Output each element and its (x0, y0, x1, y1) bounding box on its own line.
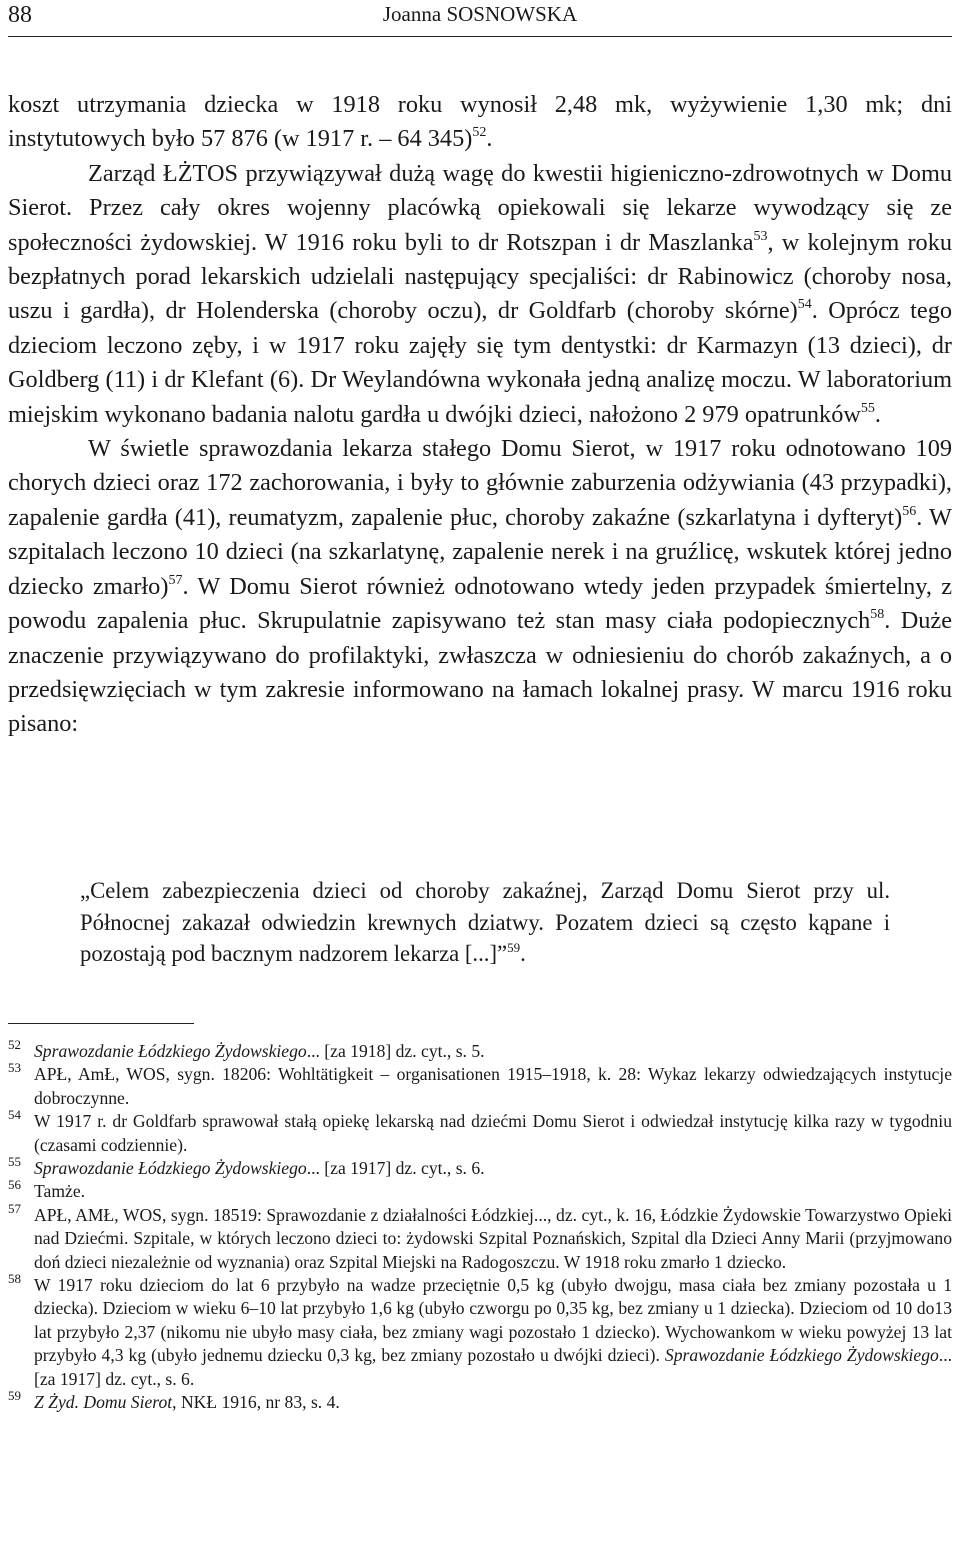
text-run: . Duże znaczenie przywiązywano do profilaktyki, zwłaszcza w odniesieniu do chorób zakaźnych, a o przedsięwzięciach w tym zakresie informowano na łamach lokalnej prasy. W marcu 1916 roku pisano: (8, 607, 952, 738)
text-run: Sprawozdanie Łódzkiego Żydowskiego (34, 1158, 307, 1179)
footnote-text (34, 1392, 340, 1412)
footnote-number: 56 (8, 1177, 21, 1193)
paragraph (8, 432, 952, 742)
text-run: koszt utrzymania dziecka w 1918 roku wynosił 2,48 mk, wyżywienie 1,30 mk; dni instytutowych było 57 876 (w 1917 r. – 64 345) (8, 91, 952, 153)
footnote-text (34, 1181, 85, 1201)
text-run: Z Żyd. Domu Sierot (34, 1392, 173, 1413)
footnotes (8, 1037, 952, 1415)
body-text (8, 88, 952, 742)
text-run: Sprawozdanie Łódzkiego Żydowskiego (34, 1041, 307, 1061)
footnote-number: 58 (8, 1271, 21, 1287)
paragraph (8, 157, 952, 432)
footnote-ref: 54 (797, 297, 812, 313)
footnote-ref: 53 (753, 228, 768, 244)
text-run: . (874, 400, 881, 428)
quote-text (80, 875, 890, 970)
footnote-text (34, 1158, 485, 1178)
footnote (8, 1271, 952, 1391)
footnote (8, 1200, 952, 1274)
footnote-text (34, 1064, 952, 1107)
footnote-ref: 57 (168, 572, 183, 588)
footnote (8, 1107, 952, 1157)
text-run: . (520, 941, 526, 967)
block-quote (80, 875, 890, 970)
footnote-number: 52 (8, 1037, 21, 1052)
text-run: ... [za 1917] dz. cyt., s. 6. (306, 1158, 485, 1179)
header-rule (8, 36, 952, 37)
text-run: Tamże. (34, 1181, 86, 1202)
footnote (8, 1154, 952, 1180)
footnote-ref: 56 (902, 503, 917, 519)
text-run: Sprawozdanie Łódzkiego Żydowskiego (664, 1345, 939, 1366)
footnote (8, 1037, 952, 1063)
text-run: ... [za 1918] dz. cyt., s. 5. (306, 1041, 485, 1061)
page-header (8, 0, 952, 38)
text-run: W 1917 r. dr Goldfarb sprawował stałą opiekę lekarską nad dziećmi Domu Sierot i odwiedzał instytucję kilka razy w tygodniu (czasami codziennie). (34, 1111, 952, 1155)
text-run: . W szpitalach leczono 10 dzieci (na szkarlatynę, zapalenie nerek i na gruźlicę, wskutek której jedno dziecko zmarło) (8, 503, 952, 600)
text-run: ... [za 1917] dz. cyt., s. 6. (34, 1345, 952, 1389)
paragraph (8, 88, 952, 157)
footnote-number: 55 (8, 1154, 21, 1170)
text-run: . Oprócz tego dzieciom leczono zęby, i w 1917 roku zajęły się tym dentystki: dr Karmazyn (13 dzieci), dr Goldberg (11) i dr Klefant (6). Dr Weylandówna wykonała jedną analizę moczu. W laboratorium miejskim wykonano badania nalotu gardła u dwójki dzieci, nałożono 2 979 opatrunków (8, 297, 952, 428)
footnote (8, 1177, 952, 1203)
footnote-ref: 55 (860, 400, 875, 416)
text-run: W 1917 roku dzieciom do lat 6 przybyło na wadze przeciętnie 0,5 kg (ubyło dwojgu, masa ciała bez zmiany pozostała u 1 dziecka). Dzieciom w wieku 6–10 lat przybyło 1,6 kg (ubyło czworgu po 0,35 kg, bez zmiany u 1 dziecka). Dzieciom od 10 do13 lat przybyło 2,37 (nikomu nie ubyło masy ciała, bez zmiany wagi pozostało 1 dziecko). Wychowankom w wieku powyżej 13 lat przybyło 4,3 kg (ubyło jednemu dziecku 0,3 kg, bez zmiany pozostało u dwójki dzieci). (34, 1275, 952, 1366)
footnote (8, 1060, 952, 1110)
text-run: , NKŁ 1916, nr 83, s. 4. (172, 1392, 340, 1413)
footnote-ref: 52 (472, 125, 487, 141)
page-number: 88 (8, 2, 32, 28)
text-run: APŁ, AmŁ, WOS, sygn. 18206: Wohltätigkeit – organisationen 1915–1918, k. 28: Wykaz lekarzy odwiedzających instytucje dobroczynne. (34, 1064, 952, 1108)
footnote-ref: 59 (507, 940, 521, 956)
footnote-text (34, 1275, 952, 1389)
text-run: . (486, 125, 493, 153)
text-run: , w kolejnym roku bezpłatnych porad lekarskich udzielali następujący specjaliści: dr Rabinowicz (choroby nosa, uszu i gardła), dr Holenderska (choroby oczu), dr Goldfarb (choroby skórne) (8, 228, 952, 325)
footnote-number: 57 (8, 1200, 21, 1216)
footnote-text (34, 1205, 952, 1272)
running-head-author: Joanna SOSNOWSKA (382, 2, 578, 26)
footnote-separator (8, 1023, 194, 1024)
footnote-text (34, 1041, 485, 1061)
text-run: APŁ, AMŁ, WOS, sygn. 18519: Sprawozdanie z działalności Łódzkiej..., dz. cyt., k. 16, Łódzkie Żydowskie Towarzystwo Opieki nad Dziećmi. Szpitale, w których leczono dzieci to: żydowski Szpital Poznańskich, Szpital dla Dzieci Anny Marii (przyjmowano doń dzieci niezależnie od wyznania) oraz Szpital Miejski na Radogoszczu. W 1918 roku zmarło 1 dziecko. (34, 1204, 952, 1272)
text-run: „Celem zabezpieczenia dzieci od choroby zakaźnej, Zarząd Domu Sierot przy ul. Północnej zakazał odwiedzin krewnych dziatwy. Pozatem dzieci są często kąpane i pozostają pod bacznym nadzorem lekarza [...]” (80, 878, 890, 967)
footnote-number: 54 (8, 1107, 21, 1123)
footnote-text (34, 1111, 952, 1154)
footnote-number: 59 (8, 1388, 21, 1404)
footnote (8, 1388, 952, 1414)
footnote-ref: 58 (870, 607, 885, 623)
footnote-number: 53 (8, 1060, 21, 1076)
text-run: Zarząd ŁŻTOS przywiązywał dużą wagę do kwestii higieniczno-zdrowotnych w Domu Sierot. Przez cały okres wojenny placówką opiekowali się lekarze wywodzący się ze społeczności żydowskiej. W 1916 roku byli to dr Rotszpan i dr Maszlanka (8, 159, 952, 256)
text-run: . W Domu Sierot również odnotowano wtedy jeden przypadek śmiertelny, z powodu zapalenia płuc. Skrupulatnie zapisywano też stan masy ciała podopiecznych (8, 572, 953, 635)
text-run: W świetle sprawozdania lekarza stałego Domu Sierot, w 1917 roku odnotowano 109 chorych dzieci oraz 172 zachorowania, i były to głównie zaburzenia odżywiania (43 przypadki), zapalenie gardła (41), reumatyzm, zapalenie płuc, choroby zakaźne (szkarlatyna i dyfteryt) (8, 435, 952, 531)
